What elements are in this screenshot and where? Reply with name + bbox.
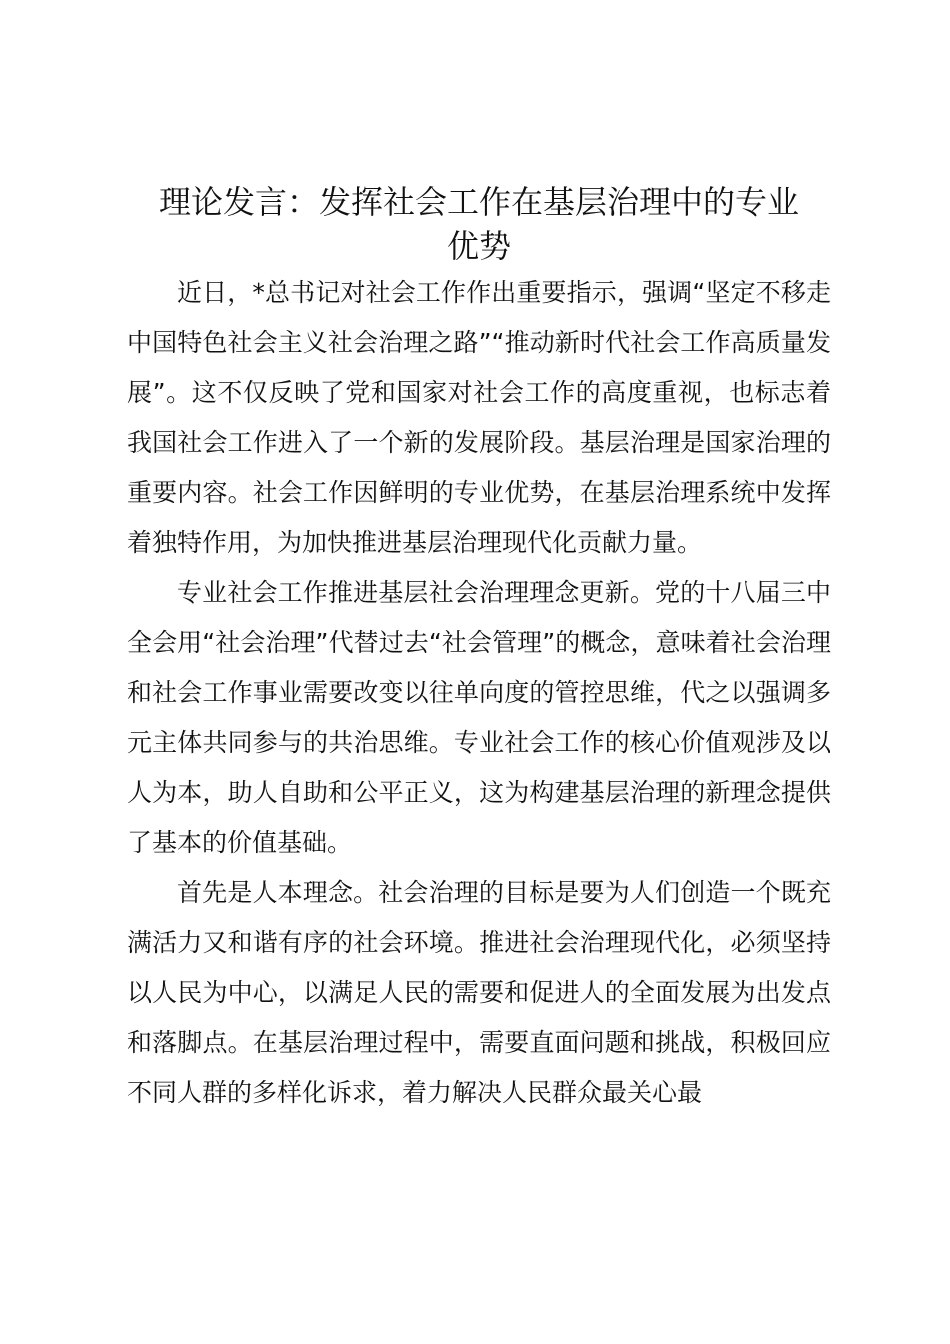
document-page — [127, 180, 831, 1118]
paragraph-3: 首先是人本理念。社会治理的目标是要为人们创造一个既充满活力又和谐有序的社会环境。推进社会治理现代化，必须坚持以人民为中心，以满足人民的需要和促进人的全面发展为出发点和落脚点。在基层治理过程中，需要直面问题和挑战，积极回应不同人群的多样化诉求，着力解决人民群众最关心最 — [127, 878, 831, 1107]
title-line-1: 理论发言：发挥社会工作在基层治理中的专业 — [158, 183, 799, 221]
paragraph-2: 专业社会工作推进基层社会治理理念更新。党的十八届三中全会用“社会治理”代替过去“社会管理”的概念，意味着社会治理和社会工作事业需要改变以往单向度的管控思维，代之以强调多元主体共同参与的共治思维。专业社会工作的核心价值观涉及以人为本，助人自助和公平正义，这为构建基层治理的新理念提供了基本的价值基础。 — [127, 578, 831, 857]
title-line-2: 优势 — [446, 227, 511, 265]
document-title — [127, 180, 831, 268]
paragraph-1: 近日，*总书记对社会工作作出重要指示，强调“坚定不移走中国特色社会主义社会治理之路”“推动新时代社会工作高质量发展”。这不仅反映了党和国家对社会工作的高度重视，也标志着我国社会工作进入了一个新的发展阶段。基层治理是国家治理的重要内容。社会工作因鲜明的专业优势，在基层治理系统中发挥着独特作用，为加快推进基层治理现代化贡献力量。 — [127, 278, 831, 557]
document-body — [127, 268, 831, 1118]
